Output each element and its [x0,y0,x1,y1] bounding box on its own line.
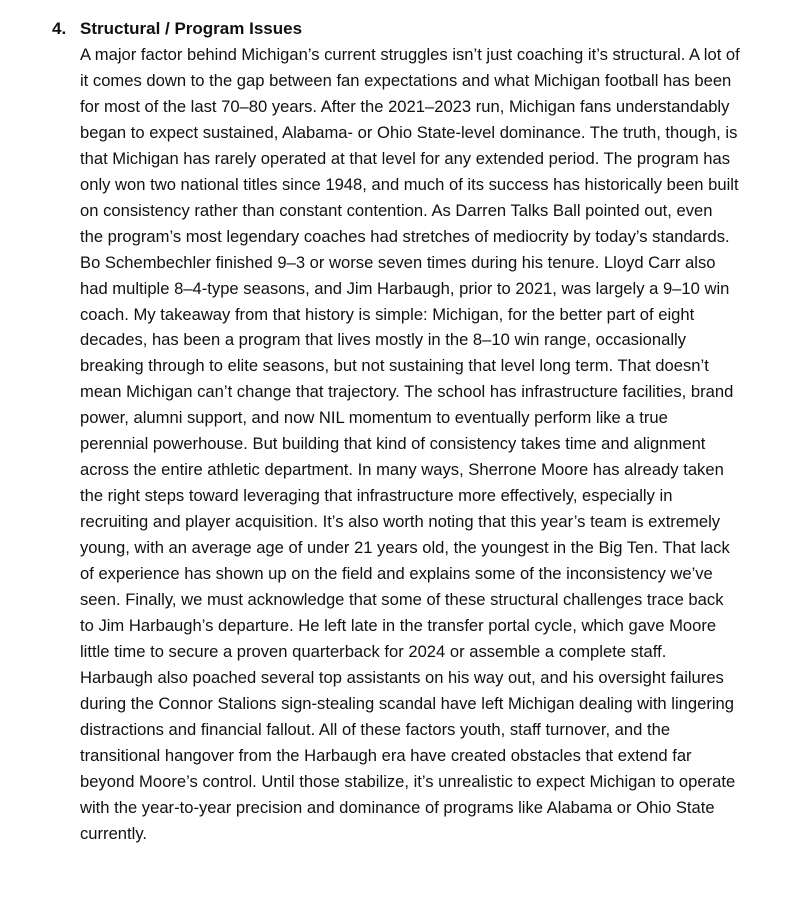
section-body-paragraph: A major factor behind Michigan’s current struggles isn’t just coaching it’s structural. A lot of it comes down to the gap between fan expectations and what Michigan football has been for most of the last 70–80 years. After the 2021–2023 run, Michigan fans understandably began to expect sustained, Alabama- or Ohio State-level dominance. The truth, though, is that Michigan has rarely operated at that level for any extended period. The program has only won two national titles since 1948, and much of its success has historically been built on consistency rather than constant contention. As Darren Talks Ball pointed out, even the program’s most legendary coaches had stretches of mediocrity by today’s standards. Bo Schembechler finished 9–3 or worse seven times during his tenure. Lloyd Carr also had multiple 8–4-type seasons, and Jim Harbaugh, prior to 2021, was largely a 9–10 win coach. My takeaway from that history is simple: Michigan, for the better part of eight decades, has been a program that lives mostly in the 8–10 win range, occasionally breaking through to elite seasons, but not sustaining that level long term. That doesn’t mean Michigan can’t change that trajectory. The school has infrastructure facilities, brand power, alumni support, and now NIL momentum to eventually perform like a true perennial powerhouse. But building that kind of consistency takes time and alignment across the entire athletic department. In many ways, Sherrone Moore has already taken the right steps toward leveraging that infrastructure more effectively, especially in recruiting and player acquisition. It’s also worth noting that this year’s team is extremely young, with an average age of under 21 years old, the youngest in the Big Ten. That lack of experience has shown up on the field and explains some of the inconsistency we’ve seen. Finally, we must acknowledge that some of these structural challenges trace back to Jim Harbaugh’s departure. He left late in the transfer portal cycle, which gave Moore little time to secure a proven quarterback for 2024 or assemble a complete staff. Harbaugh also poached several top assistants on his way out, and his oversight failures during the Connor Stalions sign-stealing scandal have left Michigan dealing with lingering distractions and financial fallout. All of these factors youth, staff turnover, and the transitional hangover from the Harbaugh era have created obstacles that extend far beyond Moore’s control. Until those stabilize, it’s unrealistic to expect Michigan to operate with the year-to-year precision and dominance of programs like Alabama or Ohio State currently. [80,45,740,843]
section-heading: Structural / Program Issues [80,19,303,38]
list-item-number: 4. [52,19,67,38]
